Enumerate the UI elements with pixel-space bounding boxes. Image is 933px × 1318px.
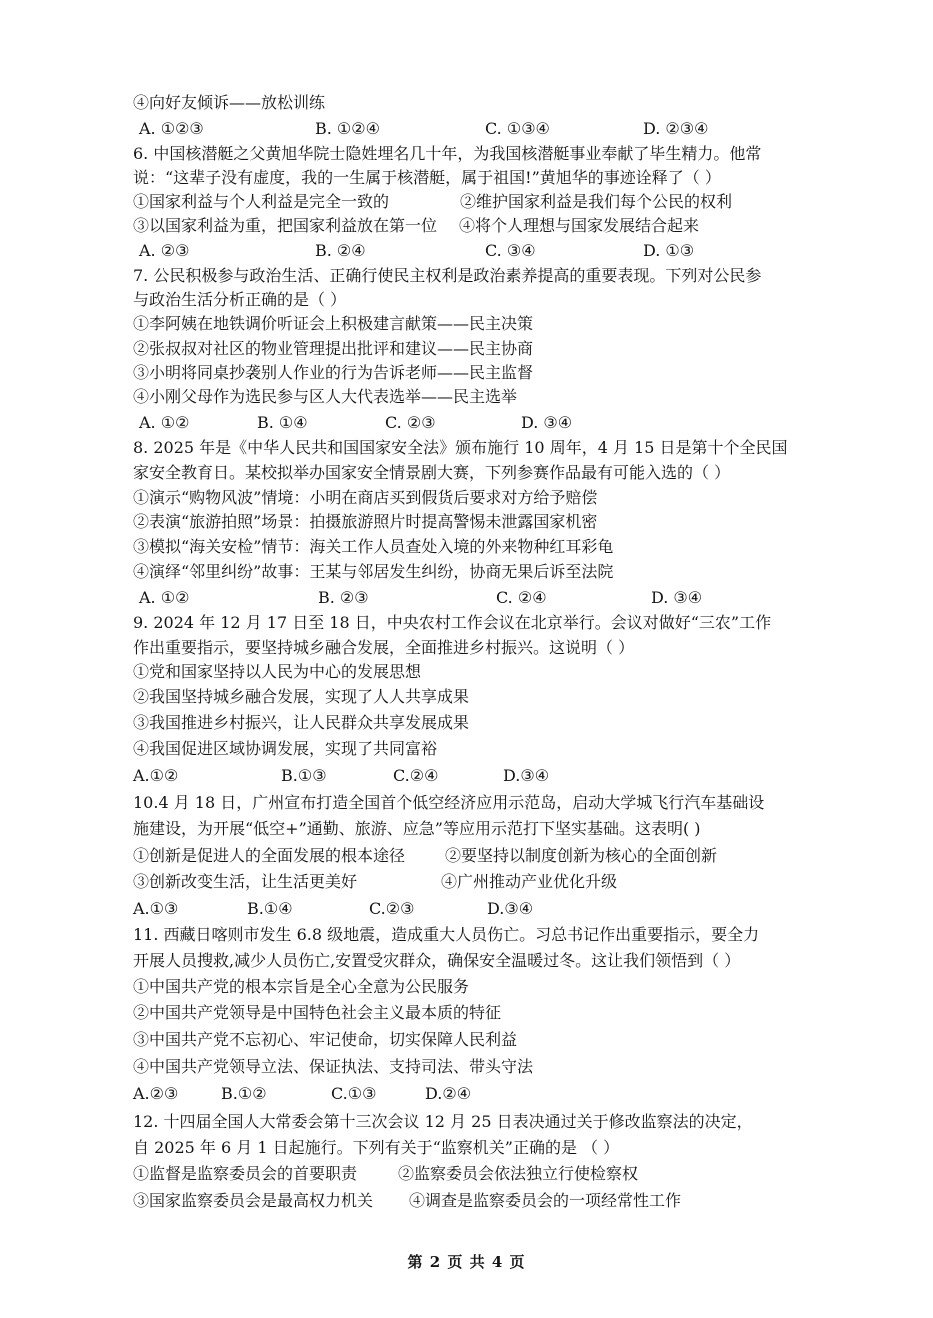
q7-option-a: A. ①② bbox=[139, 413, 190, 432]
q9-option-b: B.①③ bbox=[281, 766, 327, 785]
q8-item-1: ①演示“购物风波”情境：小明在商店买到假货后要求对方给予赔偿 bbox=[133, 488, 598, 507]
q6-item-3: ③以国家利益为重，把国家利益放在第一位 bbox=[133, 216, 438, 235]
q11-option-c: C.①③ bbox=[331, 1084, 377, 1103]
q5-options bbox=[133, 118, 813, 140]
q9-option-c: C.②④ bbox=[393, 766, 439, 785]
q11-stem-line1: 11. 西藏日喀则市发生 6.8 级地震，造成重大人员伤亡。习总书记作出重要指示，要全力 bbox=[133, 925, 760, 944]
q7-stem-line1: 7. 公民积极参与政治生活、正确行使民主权利是政治素养提高的重要表现。下列对公民参 bbox=[133, 266, 762, 285]
page-number-footer: 第 2 页 共 4 页 bbox=[407, 1253, 526, 1271]
q6-option-d: D. ①③ bbox=[643, 241, 695, 260]
q12-item-2: ②监察委员会依法独立行使检察权 bbox=[398, 1164, 639, 1183]
q7-item-2: ②张叔叔对社区的物业管理提出批评和建议——民主协商 bbox=[133, 339, 534, 358]
q12-item-4: ④调查是监察委员会的一项经常性工作 bbox=[409, 1191, 682, 1210]
q9-options bbox=[133, 765, 813, 787]
q9-option-a: A.①② bbox=[133, 766, 179, 785]
q12-items-row2 bbox=[133, 1190, 813, 1212]
q6-option-b: B. ②④ bbox=[315, 241, 366, 260]
q10-items-row2 bbox=[133, 871, 813, 893]
q5-item-4: ④向好友倾诉——放松训练 bbox=[133, 93, 326, 112]
q12-stem-line2: 自 2025 年 6 月 1 日起施行。下列有关于“监察机关”正确的是 （ ） bbox=[133, 1138, 620, 1157]
q8-option-c: C. ②④ bbox=[496, 588, 547, 607]
q9-stem-line2: 作出重要指示，要坚持城乡融合发展，全面推进乡村振兴。这说明（ ） bbox=[133, 638, 635, 657]
q6-items-row1 bbox=[133, 191, 813, 213]
q5-option-c: C. ①③④ bbox=[485, 119, 550, 138]
q10-item-2: ②要坚持以制度创新为核心的全面创新 bbox=[445, 846, 718, 865]
q11-option-d: D.②④ bbox=[425, 1084, 472, 1103]
q11-item-1: ①中国共产党的根本宗旨是全心全意为公民服务 bbox=[133, 977, 470, 996]
q9-item-2: ②我国坚持城乡融合发展，实现了人人共享成果 bbox=[133, 687, 470, 706]
q11-option-b: B.①② bbox=[221, 1084, 267, 1103]
q7-option-b: B. ①④ bbox=[257, 413, 308, 432]
q8-stem-line2: 家安全教育日。某校拟举办国家安全情景剧大赛，下列参赛作品最有可能入选的（ ） bbox=[133, 463, 731, 482]
q11-options bbox=[133, 1083, 813, 1105]
q8-options bbox=[133, 587, 813, 609]
q6-item-4: ④将个人理想与国家发展结合起来 bbox=[459, 216, 700, 235]
q7-option-d: D. ③④ bbox=[521, 413, 573, 432]
q8-item-2: ②表演“旅游拍照”场景：拍摄旅游照片时提高警惕未泄露国家机密 bbox=[133, 512, 598, 531]
q9-stem-line1: 9. 2024 年 12 月 17 日至 18 日，中央农村工作会议在北京举行。会议对做好“三农”工作 bbox=[133, 613, 772, 632]
q11-stem-line2: 开展人员搜救,减少人员伤亡,安置受灾群众，确保安全温暖过冬。这让我们领悟到（ ） bbox=[133, 951, 741, 970]
q12-item-3: ③国家监察委员会是最高权力机关 bbox=[133, 1191, 374, 1210]
q7-option-c: C. ②③ bbox=[385, 413, 436, 432]
q6-stem-line2: 说：“这辈子没有虚度，我的一生属于核潜艇，属于祖国!”黄旭华的事迹诠释了（ ） bbox=[133, 168, 721, 187]
q9-item-3: ③我国推进乡村振兴，让人民群众共享发展成果 bbox=[133, 713, 470, 732]
q7-stem-line2: 与政治生活分析正确的是（ ） bbox=[133, 290, 347, 309]
q8-stem-line1: 8. 2025 年是《中华人民共和国国家安全法》颁布施行 10 周年，4 月 15 日是第十个全民国 bbox=[133, 438, 788, 457]
q10-options bbox=[133, 898, 813, 920]
q11-option-a: A.②③ bbox=[133, 1084, 179, 1103]
q10-item-4: ④广州推动产业优化升级 bbox=[441, 872, 618, 891]
q10-stem-line1: 10.4 月 18 日，广州宣布打造全国首个低空经济应用示范岛，启动大学城飞行汽车基础设 bbox=[133, 793, 765, 812]
q10-option-c: C.②③ bbox=[369, 899, 415, 918]
q8-option-d: D. ③④ bbox=[651, 588, 703, 607]
q6-stem-line1: 6. 中国核潜艇之父黄旭华院士隐姓埋名几十年，为我国核潜艇事业奉献了毕生精力。他常 bbox=[133, 144, 762, 163]
q12-item-1: ①监督是监察委员会的首要职责 bbox=[133, 1164, 358, 1183]
q5-option-b: B. ①②④ bbox=[315, 119, 380, 138]
q9-item-4: ④我国促进区域协调发展，实现了共同富裕 bbox=[133, 739, 438, 758]
q11-item-3: ③中国共产党不忘初心、牢记使命，切实保障人民利益 bbox=[133, 1030, 518, 1049]
q5-option-a: A. ①②③ bbox=[139, 119, 204, 138]
q10-items-row1 bbox=[133, 845, 813, 867]
q10-option-a: A.①③ bbox=[133, 899, 179, 918]
q7-item-1: ①李阿姨在地铁调价听证会上积极建言献策——民主决策 bbox=[133, 314, 534, 333]
q10-stem-line2: 施建设，为开展“低空+”通勤、旅游、应急”等应用示范打下坚实基础。这表明( ) bbox=[133, 819, 701, 838]
q10-option-d: D.③④ bbox=[487, 899, 534, 918]
q8-item-3: ③模拟“海关安检”情节：海关工作人员查处入境的外来物种红耳彩龟 bbox=[133, 537, 614, 556]
q9-item-1: ①党和国家坚持以人民为中心的发展思想 bbox=[133, 662, 422, 681]
q7-item-3: ③小明将同桌抄袭别人作业的行为告诉老师——民主监督 bbox=[133, 363, 534, 382]
q5-option-d: D. ②③④ bbox=[643, 119, 709, 138]
q10-item-1: ①创新是促进人的全面发展的根本途径 bbox=[133, 846, 406, 865]
q6-option-c: C. ③④ bbox=[485, 241, 536, 260]
q7-item-4: ④小刚父母作为选民参与区人大代表选举——民主选举 bbox=[133, 387, 518, 406]
q8-item-4: ④演绎“邻里纠纷”故事：王某与邻居发生纠纷，协商无果后诉至法院 bbox=[133, 562, 614, 581]
q8-option-b: B. ②③ bbox=[318, 588, 369, 607]
q6-option-a: A. ②③ bbox=[139, 241, 190, 260]
q6-items-row2 bbox=[133, 215, 813, 237]
q10-option-b: B.①④ bbox=[247, 899, 293, 918]
q8-option-a: A. ①② bbox=[139, 588, 190, 607]
q11-item-2: ②中国共产党领导是中国特色社会主义最本质的特征 bbox=[133, 1003, 502, 1022]
q7-options bbox=[133, 412, 813, 434]
q6-options bbox=[133, 240, 813, 262]
q11-item-4: ④中国共产党领导立法、保证执法、支持司法、带头守法 bbox=[133, 1057, 534, 1076]
q10-item-3: ③创新改变生活，让生活更美好 bbox=[133, 872, 358, 891]
q9-option-d: D.③④ bbox=[503, 766, 550, 785]
q12-items-row1 bbox=[133, 1163, 813, 1185]
q6-item-1: ①国家利益与个人利益是完全一致的 bbox=[133, 192, 390, 211]
q6-item-2: ②维护国家利益是我们每个公民的权利 bbox=[460, 192, 733, 211]
q12-stem-line1: 12. 十四届全国人大常委会第十三次会议 12 月 25 日表决通过关于修改监察法的决定， bbox=[133, 1112, 753, 1131]
